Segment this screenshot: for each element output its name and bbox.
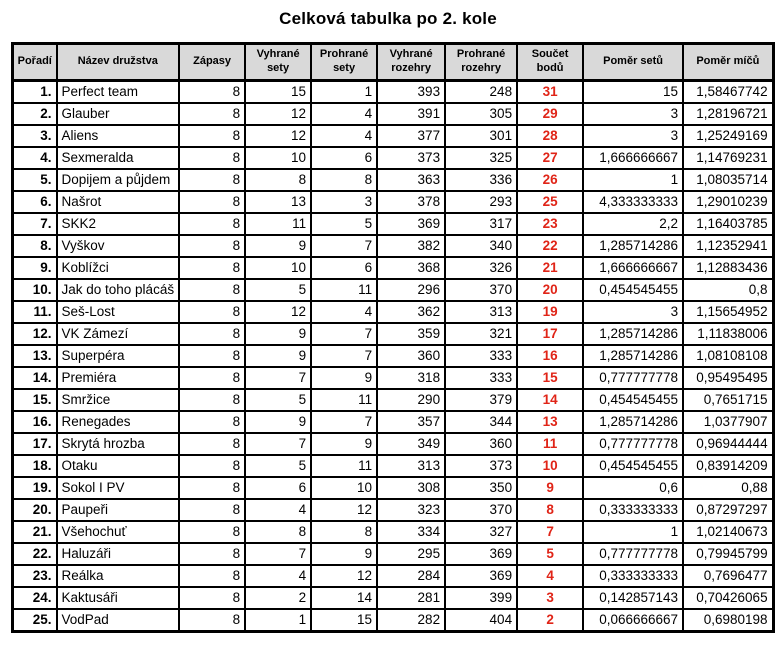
cell-sets-won: 5 xyxy=(245,279,311,301)
table-row xyxy=(13,191,774,213)
cell-set-ratio: 0,333333333 xyxy=(583,565,683,587)
cell-sets-lost: 9 xyxy=(311,543,377,565)
table-row xyxy=(13,565,774,587)
table-row xyxy=(13,235,774,257)
cell-team-name: Koblížci xyxy=(57,257,180,279)
cell-set-ratio: 0,454545455 xyxy=(583,389,683,411)
cell-rallies-lost: 369 xyxy=(445,565,517,587)
cell-matches: 8 xyxy=(179,80,245,103)
cell-team-name: VK Zámezí xyxy=(57,323,180,345)
cell-sets-won: 12 xyxy=(245,125,311,147)
cell-ball-ratio: 0,87297297 xyxy=(683,499,773,521)
cell-team-name: Aliens xyxy=(57,125,180,147)
cell-rallies-won: 349 xyxy=(377,433,445,455)
cell-rallies-won: 382 xyxy=(377,235,445,257)
table-row xyxy=(13,499,774,521)
cell-matches: 8 xyxy=(179,323,245,345)
cell-ball-ratio: 0,95495495 xyxy=(683,367,773,389)
cell-sets-won: 1 xyxy=(245,609,311,632)
cell-rallies-won: 334 xyxy=(377,521,445,543)
cell-matches: 8 xyxy=(179,147,245,169)
cell-rank: 13. xyxy=(13,345,57,367)
cell-rank: 11. xyxy=(13,301,57,323)
cell-set-ratio: 2,2 xyxy=(583,213,683,235)
table-row xyxy=(13,521,774,543)
cell-set-ratio: 3 xyxy=(583,301,683,323)
cell-sets-lost: 11 xyxy=(311,455,377,477)
cell-matches: 8 xyxy=(179,169,245,191)
cell-ball-ratio: 1,0377907 xyxy=(683,411,773,433)
cell-rank: 2. xyxy=(13,103,57,125)
cell-set-ratio: 0,777777778 xyxy=(583,367,683,389)
cell-rallies-lost: 248 xyxy=(445,80,517,103)
cell-points: 31 xyxy=(517,80,583,103)
cell-rallies-won: 281 xyxy=(377,587,445,609)
cell-rallies-lost: 333 xyxy=(445,367,517,389)
cell-rank: 24. xyxy=(13,587,57,609)
cell-team-name: Sexmeralda xyxy=(57,147,180,169)
cell-points: 27 xyxy=(517,147,583,169)
cell-rallies-won: 363 xyxy=(377,169,445,191)
cell-sets-won: 10 xyxy=(245,257,311,279)
cell-sets-lost: 6 xyxy=(311,147,377,169)
cell-team-name: Našrot xyxy=(57,191,180,213)
cell-team-name: Kaktusáři xyxy=(57,587,180,609)
cell-matches: 8 xyxy=(179,499,245,521)
table-row xyxy=(13,147,774,169)
cell-matches: 8 xyxy=(179,587,245,609)
cell-sets-won: 9 xyxy=(245,235,311,257)
column-header-sets-lost: Prohrané sety xyxy=(311,44,377,81)
cell-points: 22 xyxy=(517,235,583,257)
cell-ball-ratio: 1,58467742 xyxy=(683,80,773,103)
cell-rank: 14. xyxy=(13,367,57,389)
cell-sets-won: 11 xyxy=(245,213,311,235)
cell-rallies-lost: 317 xyxy=(445,213,517,235)
cell-rallies-won: 284 xyxy=(377,565,445,587)
cell-rank: 4. xyxy=(13,147,57,169)
cell-ball-ratio: 1,08035714 xyxy=(683,169,773,191)
page-title: Celková tabulka po 2. kole xyxy=(279,9,497,28)
cell-sets-won: 4 xyxy=(245,499,311,521)
table-row xyxy=(13,587,774,609)
cell-ball-ratio: 1,11838006 xyxy=(683,323,773,345)
table-row xyxy=(13,411,774,433)
cell-set-ratio: 0,6 xyxy=(583,477,683,499)
cell-sets-won: 2 xyxy=(245,587,311,609)
cell-matches: 8 xyxy=(179,565,245,587)
cell-rallies-lost: 293 xyxy=(445,191,517,213)
cell-ball-ratio: 0,96944444 xyxy=(683,433,773,455)
cell-rallies-won: 295 xyxy=(377,543,445,565)
cell-matches: 8 xyxy=(179,543,245,565)
cell-set-ratio: 3 xyxy=(583,125,683,147)
cell-sets-lost: 4 xyxy=(311,103,377,125)
cell-rallies-lost: 333 xyxy=(445,345,517,367)
cell-rank: 8. xyxy=(13,235,57,257)
cell-sets-won: 6 xyxy=(245,477,311,499)
table-row xyxy=(13,367,774,389)
cell-sets-lost: 14 xyxy=(311,587,377,609)
cell-team-name: Glauber xyxy=(57,103,180,125)
table-row xyxy=(13,257,774,279)
cell-rank: 16. xyxy=(13,411,57,433)
cell-ball-ratio: 0,8 xyxy=(683,279,773,301)
cell-sets-lost: 5 xyxy=(311,213,377,235)
cell-rallies-won: 378 xyxy=(377,191,445,213)
cell-ball-ratio: 0,7696477 xyxy=(683,565,773,587)
cell-rallies-lost: 301 xyxy=(445,125,517,147)
cell-ball-ratio: 1,12352941 xyxy=(683,235,773,257)
cell-rallies-won: 318 xyxy=(377,367,445,389)
cell-matches: 8 xyxy=(179,411,245,433)
cell-sets-lost: 12 xyxy=(311,565,377,587)
cell-points: 2 xyxy=(517,609,583,632)
cell-set-ratio: 0,454545455 xyxy=(583,455,683,477)
cell-points: 21 xyxy=(517,257,583,279)
cell-rallies-lost: 379 xyxy=(445,389,517,411)
cell-rank: 12. xyxy=(13,323,57,345)
cell-rallies-won: 308 xyxy=(377,477,445,499)
cell-rank: 5. xyxy=(13,169,57,191)
cell-team-name: Jak do toho plácáš xyxy=(57,279,180,301)
cell-sets-won: 4 xyxy=(245,565,311,587)
cell-sets-lost: 9 xyxy=(311,367,377,389)
cell-sets-lost: 4 xyxy=(311,301,377,323)
cell-points: 17 xyxy=(517,323,583,345)
cell-set-ratio: 1,285714286 xyxy=(583,411,683,433)
cell-points: 23 xyxy=(517,213,583,235)
column-header-points: Součet bodů xyxy=(517,44,583,81)
cell-rallies-won: 313 xyxy=(377,455,445,477)
cell-points: 3 xyxy=(517,587,583,609)
cell-rallies-won: 377 xyxy=(377,125,445,147)
cell-rallies-lost: 340 xyxy=(445,235,517,257)
cell-team-name: Sokol I PV xyxy=(57,477,180,499)
column-header-ball-ratio: Poměr míčů xyxy=(683,44,773,81)
cell-sets-lost: 11 xyxy=(311,389,377,411)
cell-rank: 22. xyxy=(13,543,57,565)
cell-rallies-won: 290 xyxy=(377,389,445,411)
cell-sets-lost: 10 xyxy=(311,477,377,499)
cell-set-ratio: 1 xyxy=(583,169,683,191)
cell-set-ratio: 1,666666667 xyxy=(583,257,683,279)
cell-sets-won: 9 xyxy=(245,411,311,433)
cell-matches: 8 xyxy=(179,301,245,323)
column-header-sets-won: Vyhrané sety xyxy=(245,44,311,81)
cell-matches: 8 xyxy=(179,433,245,455)
cell-points: 7 xyxy=(517,521,583,543)
cell-rallies-lost: 325 xyxy=(445,147,517,169)
cell-rank: 15. xyxy=(13,389,57,411)
table-row xyxy=(13,455,774,477)
cell-rank: 17. xyxy=(13,433,57,455)
cell-sets-lost: 4 xyxy=(311,125,377,147)
cell-ball-ratio: 0,7651715 xyxy=(683,389,773,411)
cell-team-name: Reálka xyxy=(57,565,180,587)
column-header-rallies-won: Vyhrané rozehry xyxy=(377,44,445,81)
cell-team-name: Vyškov xyxy=(57,235,180,257)
cell-sets-lost: 8 xyxy=(311,169,377,191)
cell-sets-lost: 7 xyxy=(311,411,377,433)
cell-points: 11 xyxy=(517,433,583,455)
cell-matches: 8 xyxy=(179,477,245,499)
cell-team-name: Haluzáři xyxy=(57,543,180,565)
cell-ball-ratio: 1,25249169 xyxy=(683,125,773,147)
cell-rallies-won: 282 xyxy=(377,609,445,632)
cell-set-ratio: 1 xyxy=(583,521,683,543)
cell-ball-ratio: 0,70426065 xyxy=(683,587,773,609)
cell-matches: 8 xyxy=(179,235,245,257)
cell-ball-ratio: 1,15654952 xyxy=(683,301,773,323)
cell-points: 19 xyxy=(517,301,583,323)
cell-team-name: Seš-Lost xyxy=(57,301,180,323)
cell-rallies-won: 362 xyxy=(377,301,445,323)
table-row xyxy=(13,323,774,345)
cell-sets-won: 7 xyxy=(245,367,311,389)
cell-matches: 8 xyxy=(179,455,245,477)
cell-sets-lost: 7 xyxy=(311,235,377,257)
table-body xyxy=(13,80,774,631)
cell-team-name: Superpéra xyxy=(57,345,180,367)
cell-points: 5 xyxy=(517,543,583,565)
cell-sets-won: 15 xyxy=(245,80,311,103)
cell-matches: 8 xyxy=(179,389,245,411)
cell-points: 9 xyxy=(517,477,583,499)
cell-sets-won: 12 xyxy=(245,103,311,125)
cell-rank: 18. xyxy=(13,455,57,477)
cell-rallies-lost: 326 xyxy=(445,257,517,279)
cell-ball-ratio: 1,14769231 xyxy=(683,147,773,169)
table-row xyxy=(13,213,774,235)
cell-matches: 8 xyxy=(179,367,245,389)
cell-team-name: Smržice xyxy=(57,389,180,411)
column-header-rallies-lost: Prohrané rozehry xyxy=(445,44,517,81)
cell-team-name: SKK2 xyxy=(57,213,180,235)
cell-sets-won: 7 xyxy=(245,543,311,565)
cell-team-name: Všehochuť xyxy=(57,521,180,543)
cell-team-name: VodPad xyxy=(57,609,180,632)
cell-rallies-lost: 369 xyxy=(445,543,517,565)
cell-points: 20 xyxy=(517,279,583,301)
table-row xyxy=(13,125,774,147)
cell-rallies-lost: 344 xyxy=(445,411,517,433)
cell-rank: 7. xyxy=(13,213,57,235)
cell-rank: 1. xyxy=(13,80,57,103)
cell-points: 8 xyxy=(517,499,583,521)
cell-rank: 23. xyxy=(13,565,57,587)
cell-set-ratio: 0,142857143 xyxy=(583,587,683,609)
cell-points: 15 xyxy=(517,367,583,389)
cell-set-ratio: 15 xyxy=(583,80,683,103)
cell-matches: 8 xyxy=(179,191,245,213)
cell-rallies-lost: 350 xyxy=(445,477,517,499)
cell-sets-lost: 8 xyxy=(311,521,377,543)
cell-points: 13 xyxy=(517,411,583,433)
cell-rallies-lost: 313 xyxy=(445,301,517,323)
cell-points: 4 xyxy=(517,565,583,587)
table-row xyxy=(13,345,774,367)
cell-sets-lost: 7 xyxy=(311,345,377,367)
cell-matches: 8 xyxy=(179,257,245,279)
cell-matches: 8 xyxy=(179,521,245,543)
cell-rallies-won: 359 xyxy=(377,323,445,345)
table-row xyxy=(13,169,774,191)
cell-rank: 10. xyxy=(13,279,57,301)
cell-set-ratio: 1,285714286 xyxy=(583,345,683,367)
cell-set-ratio: 1,666666667 xyxy=(583,147,683,169)
cell-matches: 8 xyxy=(179,125,245,147)
cell-team-name: Perfect team xyxy=(57,80,180,103)
table-row xyxy=(13,543,774,565)
cell-set-ratio: 1,285714286 xyxy=(583,235,683,257)
cell-ball-ratio: 0,79945799 xyxy=(683,543,773,565)
cell-team-name: Renegades xyxy=(57,411,180,433)
cell-rank: 20. xyxy=(13,499,57,521)
cell-rank: 6. xyxy=(13,191,57,213)
league-table xyxy=(11,42,775,633)
cell-sets-won: 8 xyxy=(245,169,311,191)
cell-ball-ratio: 1,28196721 xyxy=(683,103,773,125)
cell-rallies-lost: 370 xyxy=(445,499,517,521)
column-header-matches: Zápasy xyxy=(179,44,245,81)
cell-set-ratio: 0,066666667 xyxy=(583,609,683,632)
column-header-team: Název družstva xyxy=(57,44,180,81)
cell-points: 25 xyxy=(517,191,583,213)
cell-rallies-lost: 305 xyxy=(445,103,517,125)
table-row xyxy=(13,301,774,323)
cell-points: 16 xyxy=(517,345,583,367)
table-row xyxy=(13,80,774,103)
cell-ball-ratio: 1,02140673 xyxy=(683,521,773,543)
cell-team-name: Premiéra xyxy=(57,367,180,389)
cell-rallies-lost: 336 xyxy=(445,169,517,191)
table-row xyxy=(13,103,774,125)
cell-points: 29 xyxy=(517,103,583,125)
table-row xyxy=(13,389,774,411)
cell-ball-ratio: 1,16403785 xyxy=(683,213,773,235)
cell-matches: 8 xyxy=(179,103,245,125)
cell-sets-won: 13 xyxy=(245,191,311,213)
cell-ball-ratio: 1,08108108 xyxy=(683,345,773,367)
cell-points: 26 xyxy=(517,169,583,191)
cell-sets-won: 10 xyxy=(245,147,311,169)
cell-rallies-won: 391 xyxy=(377,103,445,125)
cell-team-name: Otaku xyxy=(57,455,180,477)
cell-sets-won: 8 xyxy=(245,521,311,543)
cell-sets-won: 9 xyxy=(245,323,311,345)
cell-rallies-won: 357 xyxy=(377,411,445,433)
cell-rallies-lost: 370 xyxy=(445,279,517,301)
cell-sets-lost: 3 xyxy=(311,191,377,213)
cell-ball-ratio: 0,88 xyxy=(683,477,773,499)
cell-sets-won: 9 xyxy=(245,345,311,367)
cell-rank: 21. xyxy=(13,521,57,543)
table-row xyxy=(13,279,774,301)
cell-rallies-lost: 327 xyxy=(445,521,517,543)
table-row xyxy=(13,433,774,455)
cell-sets-won: 7 xyxy=(245,433,311,455)
cell-rallies-won: 296 xyxy=(377,279,445,301)
cell-sets-lost: 6 xyxy=(311,257,377,279)
cell-team-name: Skrytá hrozba xyxy=(57,433,180,455)
cell-sets-lost: 9 xyxy=(311,433,377,455)
cell-team-name: Paupeři xyxy=(57,499,180,521)
column-header-rank: Pořadí xyxy=(13,44,57,81)
cell-matches: 8 xyxy=(179,213,245,235)
cell-points: 28 xyxy=(517,125,583,147)
cell-rallies-won: 360 xyxy=(377,345,445,367)
cell-matches: 8 xyxy=(179,345,245,367)
cell-ball-ratio: 1,29010239 xyxy=(683,191,773,213)
cell-rallies-lost: 373 xyxy=(445,455,517,477)
cell-matches: 8 xyxy=(179,279,245,301)
cell-set-ratio: 0,333333333 xyxy=(583,499,683,521)
cell-ball-ratio: 0,83914209 xyxy=(683,455,773,477)
cell-sets-won: 5 xyxy=(245,455,311,477)
cell-matches: 8 xyxy=(179,609,245,632)
cell-rallies-won: 323 xyxy=(377,499,445,521)
cell-sets-lost: 12 xyxy=(311,499,377,521)
cell-set-ratio: 4,333333333 xyxy=(583,191,683,213)
cell-points: 14 xyxy=(517,389,583,411)
cell-rallies-lost: 321 xyxy=(445,323,517,345)
cell-rallies-won: 373 xyxy=(377,147,445,169)
table-header xyxy=(13,44,774,81)
table-row xyxy=(13,477,774,499)
cell-sets-lost: 15 xyxy=(311,609,377,632)
cell-sets-lost: 1 xyxy=(311,80,377,103)
cell-rallies-lost: 360 xyxy=(445,433,517,455)
cell-set-ratio: 1,285714286 xyxy=(583,323,683,345)
cell-rallies-won: 393 xyxy=(377,80,445,103)
cell-set-ratio: 0,454545455 xyxy=(583,279,683,301)
cell-rank: 19. xyxy=(13,477,57,499)
cell-sets-won: 12 xyxy=(245,301,311,323)
cell-rank: 9. xyxy=(13,257,57,279)
cell-rallies-lost: 404 xyxy=(445,609,517,632)
cell-sets-lost: 11 xyxy=(311,279,377,301)
cell-team-name: Dopijem a půjdem xyxy=(57,169,180,191)
cell-rank: 25. xyxy=(13,609,57,632)
column-header-set-ratio: Poměr setů xyxy=(583,44,683,81)
cell-rank: 3. xyxy=(13,125,57,147)
cell-points: 10 xyxy=(517,455,583,477)
cell-rallies-won: 369 xyxy=(377,213,445,235)
cell-set-ratio: 0,777777778 xyxy=(583,543,683,565)
cell-set-ratio: 0,777777778 xyxy=(583,433,683,455)
cell-sets-won: 5 xyxy=(245,389,311,411)
cell-ball-ratio: 1,12883436 xyxy=(683,257,773,279)
cell-ball-ratio: 0,6980198 xyxy=(683,609,773,632)
table-row xyxy=(13,609,774,632)
header-row xyxy=(13,44,774,81)
cell-sets-lost: 7 xyxy=(311,323,377,345)
cell-set-ratio: 3 xyxy=(583,103,683,125)
cell-rallies-won: 368 xyxy=(377,257,445,279)
cell-rallies-lost: 399 xyxy=(445,587,517,609)
